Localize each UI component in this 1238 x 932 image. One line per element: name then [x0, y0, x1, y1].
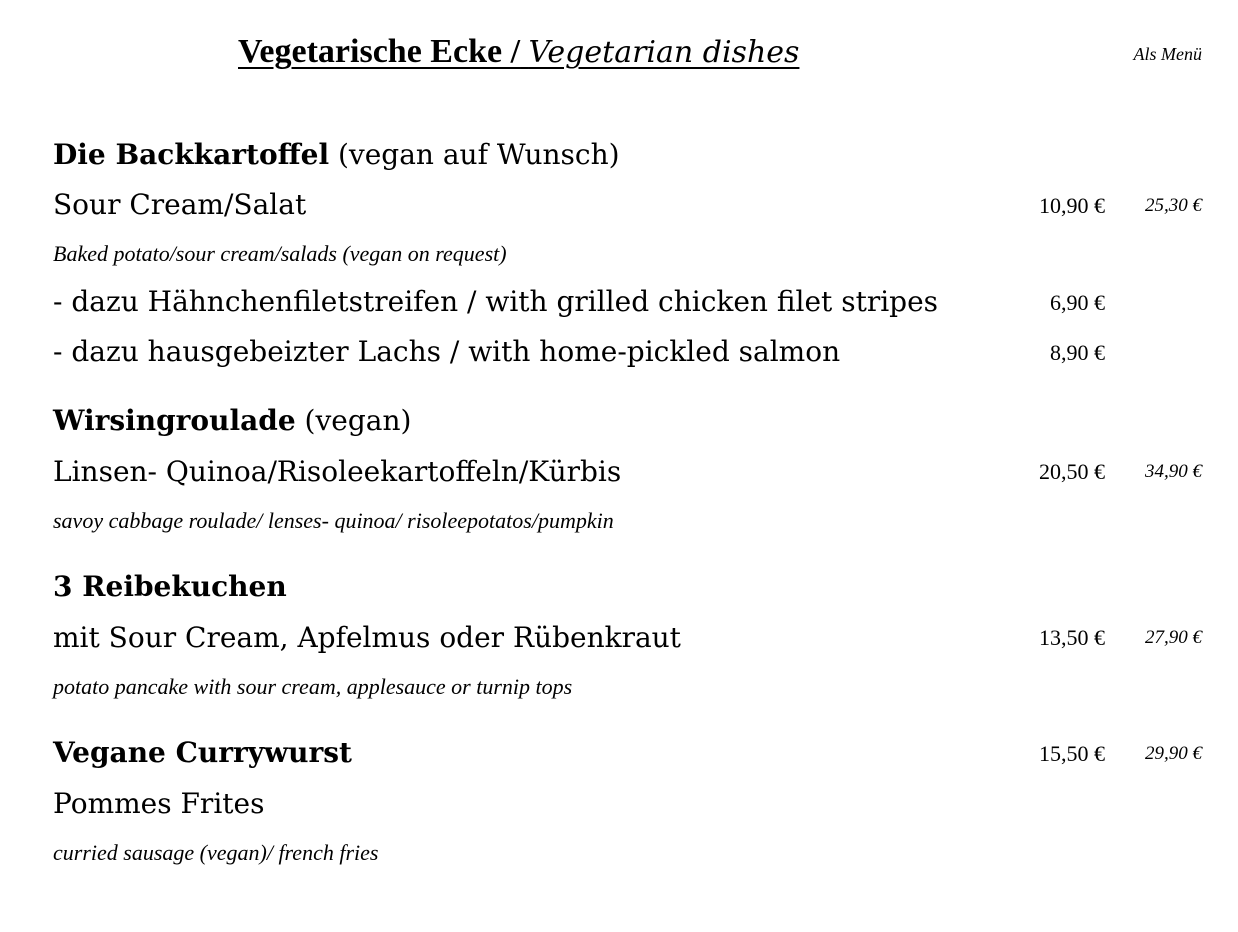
dish-price: 20,50 € — [1039, 459, 1105, 484]
dish-title — [53, 137, 620, 173]
extra-item-label: - dazu hausgebeizter Lachs / with home-pickled salmon — [53, 335, 841, 368]
dish-translation: savoy cabbage roulade/ lenses- quinoa/ risoleepotatos/pumpkin — [53, 508, 614, 533]
dish-title — [53, 403, 411, 439]
extra-item-price: 6,90 € — [1050, 290, 1105, 315]
dish-name: Vegane Currywurst — [53, 736, 352, 769]
dish-translation: curried sausage (vegan)/ french fries — [53, 840, 379, 865]
title-german: Vegetarische Ecke / — [238, 33, 521, 70]
dish-note: (vegan) — [304, 404, 412, 437]
dish-price: 15,50 € — [1039, 741, 1105, 766]
dish-translation: potato pancake with sour cream, applesauce or turnip tops — [53, 674, 573, 699]
dish-translation: Baked potato/sour cream/salads (vegan on request) — [53, 241, 507, 266]
dish-title — [53, 569, 287, 605]
dish-price: 10,90 € — [1039, 193, 1105, 218]
dish-name: 3 Reibekuchen — [53, 570, 287, 603]
dish-description: Pommes Frites — [53, 787, 265, 820]
dish-price: 13,50 € — [1039, 625, 1105, 650]
dish-menu-price: 34,90 € — [1145, 461, 1202, 482]
dish-title — [53, 735, 352, 771]
dish-description: Sour Cream/Salat — [53, 188, 307, 221]
dish-note: (vegan auf Wunsch) — [337, 138, 620, 171]
menu-column-label: Als Menü — [1133, 44, 1202, 64]
dish-menu-price: 29,90 € — [1145, 743, 1202, 764]
dish-name: Die Backkartoffel — [53, 138, 330, 171]
dish-menu-price: 27,90 € — [1145, 627, 1202, 648]
page-title — [238, 30, 799, 75]
extra-item-price: 8,90 € — [1050, 340, 1105, 365]
dish-description: mit Sour Cream, Apfelmus oder Rübenkraut — [53, 621, 681, 654]
dish-description: Linsen- Quinoa/Risoleekartoffeln/Kürbis — [53, 455, 622, 488]
dish-name: Wirsingroulade — [53, 404, 296, 437]
title-english: Vegetarian dishes — [528, 35, 800, 70]
dish-menu-price: 25,30 € — [1145, 195, 1202, 216]
extra-item-label: - dazu Hähnchenfiletstreifen / with grilled chicken filet stripes — [53, 285, 939, 318]
